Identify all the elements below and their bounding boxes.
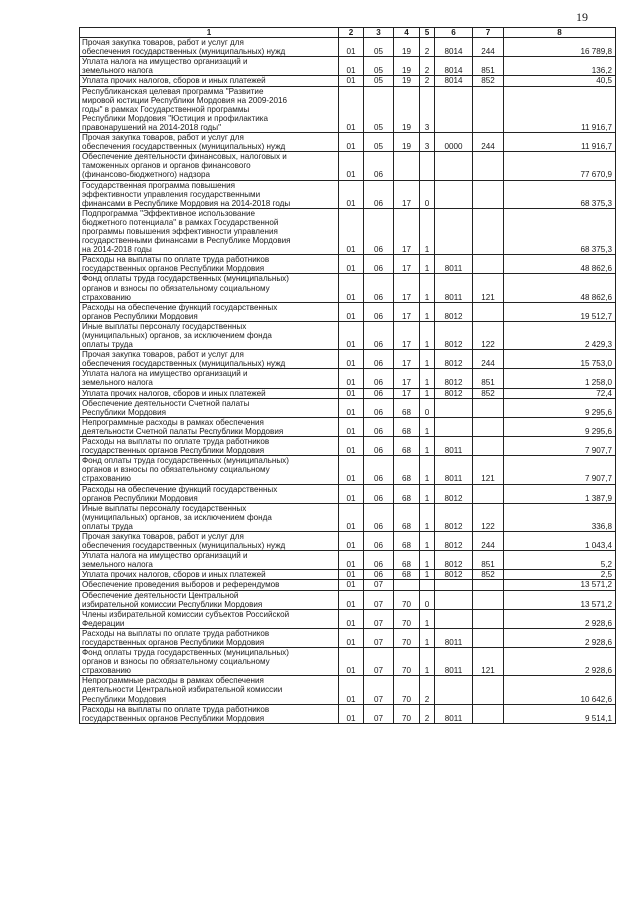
- row-name: Расходы на выплаты по оплате труда работников государственных органов Республики Мордовия: [80, 628, 339, 647]
- table-row: [80, 152, 616, 180]
- cell-subprogram: 2: [420, 76, 435, 86]
- cell-subsection: 06: [364, 302, 394, 321]
- cell-subprogram: 2: [420, 676, 435, 704]
- cell-subsection: 07: [364, 648, 394, 676]
- cell-amount: 68 375,3: [504, 180, 616, 208]
- cell-direction: 8014: [435, 57, 473, 76]
- cell-subsection: 06: [364, 398, 394, 417]
- cell-subsection: 06: [364, 180, 394, 208]
- row-name: Иные выплаты персоналу государственных (муниципальных) органов, за исключением фонда оплаты труда: [80, 321, 339, 349]
- cell-subsection: 06: [364, 531, 394, 550]
- cell-program: 17: [394, 350, 420, 369]
- cell-expense-type: [473, 580, 504, 590]
- cell-amount: 1 387,9: [504, 484, 616, 503]
- cell-amount: 2,5: [504, 570, 616, 580]
- table-row: [80, 274, 616, 302]
- cell-direction: 8011: [435, 437, 473, 456]
- cell-section: 01: [339, 580, 364, 590]
- cell-subprogram: 1: [420, 255, 435, 274]
- table-row: [80, 133, 616, 152]
- row-name: Подпрограмма "Эффективное использование бюджетного потенциала" в рамках Государственной программы повышения эффективности управления государственными финансами в Республике Мордовия на 2014-2018 годы: [80, 208, 339, 254]
- table-row: [80, 570, 616, 580]
- cell-section: 01: [339, 321, 364, 349]
- cell-expense-type: [473, 180, 504, 208]
- table-row: [80, 456, 616, 484]
- cell-expense-type: [473, 86, 504, 132]
- cell-amount: 11 916,7: [504, 133, 616, 152]
- cell-expense-type: [473, 484, 504, 503]
- cell-section: 01: [339, 208, 364, 254]
- cell-amount: 72,4: [504, 388, 616, 398]
- row-name: Расходы на выплаты по оплате труда работников государственных органов Республики Мордовия: [80, 704, 339, 723]
- row-name: Уплата прочих налогов, сборов и иных платежей: [80, 76, 339, 86]
- cell-section: 01: [339, 551, 364, 570]
- cell-expense-type: [473, 302, 504, 321]
- table-row: [80, 551, 616, 570]
- cell-program: 68: [394, 484, 420, 503]
- cell-amount: 7 907,7: [504, 456, 616, 484]
- cell-subprogram: 1: [420, 628, 435, 647]
- cell-subsection: 05: [364, 57, 394, 76]
- cell-section: 01: [339, 255, 364, 274]
- cell-amount: 10 642,6: [504, 676, 616, 704]
- table-row: [80, 369, 616, 388]
- cell-amount: 1 043,4: [504, 531, 616, 550]
- cell-program: 19: [394, 57, 420, 76]
- cell-subsection: 06: [364, 456, 394, 484]
- cell-subsection: 06: [364, 388, 394, 398]
- cell-program: 17: [394, 180, 420, 208]
- cell-direction: 8014: [435, 38, 473, 57]
- row-name: Фонд оплаты труда государственных (муниципальных) органов и взносы по обязательному социальному страхованию: [80, 274, 339, 302]
- cell-direction: [435, 580, 473, 590]
- cell-amount: 2 928,6: [504, 609, 616, 628]
- cell-amount: 13 571,2: [504, 580, 616, 590]
- table-row: [80, 208, 616, 254]
- cell-subsection: 06: [364, 208, 394, 254]
- row-name: Расходы на выплаты по оплате труда работников государственных органов Республики Мордовия: [80, 437, 339, 456]
- cell-program: 68: [394, 570, 420, 580]
- cell-direction: 8012: [435, 388, 473, 398]
- table-row: [80, 437, 616, 456]
- cell-expense-type: 851: [473, 369, 504, 388]
- cell-subprogram: 2: [420, 704, 435, 723]
- cell-direction: 8011: [435, 648, 473, 676]
- cell-expense-type: 244: [473, 350, 504, 369]
- table-row: [80, 628, 616, 647]
- row-name: Иные выплаты персоналу государственных (муниципальных) органов, за исключением фонда оплаты труда: [80, 503, 339, 531]
- cell-subprogram: 1: [420, 503, 435, 531]
- cell-subprogram: 3: [420, 133, 435, 152]
- cell-subprogram: 1: [420, 350, 435, 369]
- cell-subprogram: 1: [420, 388, 435, 398]
- cell-section: 01: [339, 57, 364, 76]
- cell-section: 01: [339, 484, 364, 503]
- cell-subprogram: 2: [420, 57, 435, 76]
- cell-subsection: 05: [364, 76, 394, 86]
- row-name: Обеспечение деятельности финансовых, налоговых и таможенных органов и органов финансового (финансово-бюджетного) надзора: [80, 152, 339, 180]
- table-row: [80, 704, 616, 723]
- cell-subprogram: 1: [420, 648, 435, 676]
- row-name: Уплата налога на имущество организаций и земельного налога: [80, 551, 339, 570]
- table-row: [80, 76, 616, 86]
- cell-amount: 336,8: [504, 503, 616, 531]
- cell-program: 70: [394, 609, 420, 628]
- cell-expense-type: 852: [473, 76, 504, 86]
- cell-expense-type: [473, 398, 504, 417]
- row-name: Обеспечение деятельности Счетной палаты Республики Мордовия: [80, 398, 339, 417]
- cell-subsection: 06: [364, 484, 394, 503]
- column-header-2: 2: [339, 28, 364, 38]
- table-row: [80, 609, 616, 628]
- cell-subprogram: 0: [420, 180, 435, 208]
- cell-section: 01: [339, 628, 364, 647]
- cell-expense-type: [473, 152, 504, 180]
- cell-subprogram: 1: [420, 274, 435, 302]
- cell-subsection: 07: [364, 704, 394, 723]
- cell-amount: 2 429,3: [504, 321, 616, 349]
- cell-direction: 8012: [435, 484, 473, 503]
- cell-amount: 15 753,0: [504, 350, 616, 369]
- cell-direction: 8012: [435, 350, 473, 369]
- row-name: Обеспечение проведения выборов и референдумов: [80, 580, 339, 590]
- cell-direction: 8011: [435, 704, 473, 723]
- cell-amount: 136,2: [504, 57, 616, 76]
- cell-expense-type: [473, 676, 504, 704]
- cell-subsection: 05: [364, 86, 394, 132]
- page-number: 19: [576, 10, 588, 24]
- cell-program: [394, 580, 420, 590]
- cell-program: 17: [394, 274, 420, 302]
- cell-program: 68: [394, 503, 420, 531]
- row-name: Обеспечение деятельности Центральной избирательной комиссии Республики Мордовия: [80, 590, 339, 609]
- cell-direction: [435, 152, 473, 180]
- row-name: Непрограммные расходы в рамках обеспечения деятельности Центральной избирательной комиссии Республики Мордовия: [80, 676, 339, 704]
- table-row: [80, 676, 616, 704]
- table-row: [80, 580, 616, 590]
- cell-section: 01: [339, 133, 364, 152]
- row-name: Фонд оплаты труда государственных (муниципальных) органов и взносы по обязательному социальному страхованию: [80, 456, 339, 484]
- cell-program: 68: [394, 531, 420, 550]
- cell-subsection: 07: [364, 590, 394, 609]
- row-name: Непрограммные расходы в рамках обеспечения деятельности Счетной палаты Республики Мордовия: [80, 417, 339, 436]
- table-row: [80, 321, 616, 349]
- row-name: Республиканская целевая программа "Развитие мировой юстиции Республики Мордовия на 2009-2016 годы" в рамках Государственной программы Республики Мордовия "Юстиция и профилактика правонарушений на 2014-2018 годы": [80, 86, 339, 132]
- cell-subprogram: 1: [420, 551, 435, 570]
- cell-expense-type: [473, 704, 504, 723]
- cell-program: 68: [394, 456, 420, 484]
- cell-section: 01: [339, 388, 364, 398]
- cell-program: 70: [394, 648, 420, 676]
- cell-subprogram: 1: [420, 369, 435, 388]
- cell-subprogram: [420, 580, 435, 590]
- cell-program: 68: [394, 437, 420, 456]
- table-row: [80, 57, 616, 76]
- cell-subsection: 06: [364, 321, 394, 349]
- table-row: [80, 302, 616, 321]
- cell-program: 70: [394, 676, 420, 704]
- cell-program: 68: [394, 398, 420, 417]
- cell-section: 01: [339, 570, 364, 580]
- column-header-4: 4: [394, 28, 420, 38]
- cell-direction: 8011: [435, 255, 473, 274]
- cell-program: 19: [394, 38, 420, 57]
- cell-subprogram: 1: [420, 321, 435, 349]
- row-name: Государственная программа повышения эффективности управления государственными финансами в Республике Мордовия на 2014-2018 годы: [80, 180, 339, 208]
- cell-section: 01: [339, 180, 364, 208]
- cell-program: 70: [394, 628, 420, 647]
- row-name: Уплата налога на имущество организаций и земельного налога: [80, 57, 339, 76]
- cell-program: 68: [394, 551, 420, 570]
- header-row: [80, 28, 616, 38]
- cell-expense-type: [473, 208, 504, 254]
- cell-direction: 8012: [435, 551, 473, 570]
- cell-program: 17: [394, 321, 420, 349]
- column-header-3: 3: [364, 28, 394, 38]
- cell-program: 19: [394, 76, 420, 86]
- cell-section: 01: [339, 531, 364, 550]
- cell-subprogram: 3: [420, 86, 435, 132]
- cell-direction: [435, 86, 473, 132]
- row-name: Уплата прочих налогов, сборов и иных платежей: [80, 388, 339, 398]
- cell-expense-type: [473, 437, 504, 456]
- cell-amount: 68 375,3: [504, 208, 616, 254]
- cell-subprogram: 0: [420, 590, 435, 609]
- cell-program: 19: [394, 133, 420, 152]
- cell-subsection: 05: [364, 133, 394, 152]
- table-row: [80, 398, 616, 417]
- table-row: [80, 503, 616, 531]
- cell-program: 70: [394, 704, 420, 723]
- cell-amount: 2 928,6: [504, 628, 616, 647]
- cell-subsection: 06: [364, 274, 394, 302]
- row-name: Расходы на выплаты по оплате труда работников государственных органов Республики Мордовия: [80, 255, 339, 274]
- table-row: [80, 484, 616, 503]
- cell-subsection: 07: [364, 580, 394, 590]
- cell-subsection: 06: [364, 350, 394, 369]
- cell-subsection: 07: [364, 609, 394, 628]
- row-name: Расходы на обеспечение функций государственных органов Республики Мордовия: [80, 302, 339, 321]
- column-header-5: 5: [420, 28, 435, 38]
- cell-amount: 5,2: [504, 551, 616, 570]
- table-row: [80, 255, 616, 274]
- cell-program: [394, 152, 420, 180]
- row-name: Прочая закупка товаров, работ и услуг для обеспечения государственных (муниципальных) нужд: [80, 38, 339, 57]
- cell-direction: 8012: [435, 503, 473, 531]
- cell-program: 19: [394, 86, 420, 132]
- cell-amount: 9 295,6: [504, 398, 616, 417]
- cell-subprogram: 1: [420, 570, 435, 580]
- cell-direction: 8012: [435, 321, 473, 349]
- cell-section: 01: [339, 76, 364, 86]
- cell-expense-type: [473, 590, 504, 609]
- cell-subsection: 07: [364, 676, 394, 704]
- cell-direction: 8012: [435, 531, 473, 550]
- cell-direction: 8011: [435, 274, 473, 302]
- row-name: Фонд оплаты труда государственных (муниципальных) органов и взносы по обязательному социальному страхованию: [80, 648, 339, 676]
- cell-expense-type: 121: [473, 274, 504, 302]
- cell-subprogram: 1: [420, 302, 435, 321]
- cell-expense-type: 121: [473, 648, 504, 676]
- cell-expense-type: 851: [473, 57, 504, 76]
- cell-program: 17: [394, 302, 420, 321]
- cell-subsection: 07: [364, 628, 394, 647]
- cell-direction: [435, 676, 473, 704]
- cell-subsection: 06: [364, 437, 394, 456]
- table-row: [80, 86, 616, 132]
- table-row: [80, 180, 616, 208]
- row-name: Члены избирательной комиссии субъектов Российской Федерации: [80, 609, 339, 628]
- cell-section: 01: [339, 609, 364, 628]
- cell-section: 01: [339, 152, 364, 180]
- cell-section: 01: [339, 590, 364, 609]
- cell-expense-type: 852: [473, 388, 504, 398]
- column-header-7: 7: [473, 28, 504, 38]
- table-row: [80, 388, 616, 398]
- column-header-8: 8: [504, 28, 616, 38]
- cell-amount: 16 789,8: [504, 38, 616, 57]
- cell-amount: 48 862,6: [504, 255, 616, 274]
- cell-subsection: 06: [364, 369, 394, 388]
- cell-program: 17: [394, 369, 420, 388]
- cell-subsection: 06: [364, 255, 394, 274]
- cell-direction: 8011: [435, 456, 473, 484]
- cell-amount: 1 258,0: [504, 369, 616, 388]
- cell-subprogram: 1: [420, 208, 435, 254]
- row-name: Расходы на обеспечение функций государственных органов Республики Мордовия: [80, 484, 339, 503]
- table-row: [80, 417, 616, 436]
- cell-program: 17: [394, 208, 420, 254]
- cell-expense-type: 244: [473, 531, 504, 550]
- cell-subsection: 05: [364, 38, 394, 57]
- cell-expense-type: 851: [473, 551, 504, 570]
- cell-expense-type: 244: [473, 133, 504, 152]
- row-name: Прочая закупка товаров, работ и услуг для обеспечения государственных (муниципальных) нужд: [80, 531, 339, 550]
- cell-program: 70: [394, 590, 420, 609]
- cell-section: 01: [339, 369, 364, 388]
- cell-direction: 0000: [435, 133, 473, 152]
- cell-amount: 77 670,9: [504, 152, 616, 180]
- table-row: [80, 648, 616, 676]
- cell-direction: 8012: [435, 570, 473, 580]
- cell-section: 01: [339, 676, 364, 704]
- cell-direction: [435, 590, 473, 609]
- cell-subprogram: 1: [420, 437, 435, 456]
- cell-expense-type: 122: [473, 503, 504, 531]
- row-name: Прочая закупка товаров, работ и услуг для обеспечения государственных (муниципальных) нужд: [80, 350, 339, 369]
- table-row: [80, 531, 616, 550]
- cell-amount: 9 295,6: [504, 417, 616, 436]
- cell-expense-type: [473, 255, 504, 274]
- cell-amount: 7 907,7: [504, 437, 616, 456]
- cell-section: 01: [339, 648, 364, 676]
- cell-subprogram: 0: [420, 398, 435, 417]
- cell-expense-type: 122: [473, 321, 504, 349]
- row-name: Прочая закупка товаров, работ и услуг для обеспечения государственных (муниципальных) нужд: [80, 133, 339, 152]
- cell-direction: 8014: [435, 76, 473, 86]
- budget-table: [79, 27, 616, 724]
- cell-expense-type: [473, 417, 504, 436]
- cell-expense-type: 244: [473, 38, 504, 57]
- cell-subprogram: 1: [420, 417, 435, 436]
- cell-subprogram: 2: [420, 38, 435, 57]
- cell-subprogram: 1: [420, 609, 435, 628]
- cell-section: 01: [339, 38, 364, 57]
- cell-section: 01: [339, 350, 364, 369]
- column-header-1: 1: [80, 28, 339, 38]
- cell-section: 01: [339, 704, 364, 723]
- cell-section: 01: [339, 274, 364, 302]
- cell-subsection: 06: [364, 570, 394, 580]
- column-header-6: 6: [435, 28, 473, 38]
- table-row: [80, 590, 616, 609]
- cell-section: 01: [339, 398, 364, 417]
- cell-direction: [435, 398, 473, 417]
- cell-amount: 48 862,6: [504, 274, 616, 302]
- cell-program: 68: [394, 417, 420, 436]
- cell-amount: 9 514,1: [504, 704, 616, 723]
- cell-amount: 13 571,2: [504, 590, 616, 609]
- cell-subprogram: 1: [420, 456, 435, 484]
- cell-amount: 11 916,7: [504, 86, 616, 132]
- cell-expense-type: [473, 628, 504, 647]
- cell-direction: [435, 180, 473, 208]
- cell-expense-type: 852: [473, 570, 504, 580]
- cell-section: 01: [339, 302, 364, 321]
- cell-section: 01: [339, 437, 364, 456]
- cell-section: 01: [339, 503, 364, 531]
- cell-direction: [435, 417, 473, 436]
- cell-subsection: 06: [364, 417, 394, 436]
- cell-direction: [435, 609, 473, 628]
- cell-direction: 8012: [435, 369, 473, 388]
- cell-section: 01: [339, 456, 364, 484]
- cell-section: 01: [339, 86, 364, 132]
- cell-amount: 19 512,7: [504, 302, 616, 321]
- cell-amount: 40,5: [504, 76, 616, 86]
- cell-amount: 2 928,6: [504, 648, 616, 676]
- table-body: [80, 38, 616, 724]
- cell-program: 17: [394, 255, 420, 274]
- cell-subsection: 06: [364, 152, 394, 180]
- cell-subprogram: 1: [420, 531, 435, 550]
- cell-expense-type: [473, 609, 504, 628]
- cell-direction: 8011: [435, 628, 473, 647]
- cell-subsection: 06: [364, 551, 394, 570]
- cell-direction: 8012: [435, 302, 473, 321]
- cell-program: 17: [394, 388, 420, 398]
- cell-subprogram: 1: [420, 484, 435, 503]
- table-row: [80, 38, 616, 57]
- cell-subprogram: [420, 152, 435, 180]
- row-name: Уплата прочих налогов, сборов и иных платежей: [80, 570, 339, 580]
- cell-expense-type: 121: [473, 456, 504, 484]
- cell-subsection: 06: [364, 503, 394, 531]
- cell-section: 01: [339, 417, 364, 436]
- row-name: Уплата налога на имущество организаций и земельного налога: [80, 369, 339, 388]
- cell-direction: [435, 208, 473, 254]
- table-row: [80, 350, 616, 369]
